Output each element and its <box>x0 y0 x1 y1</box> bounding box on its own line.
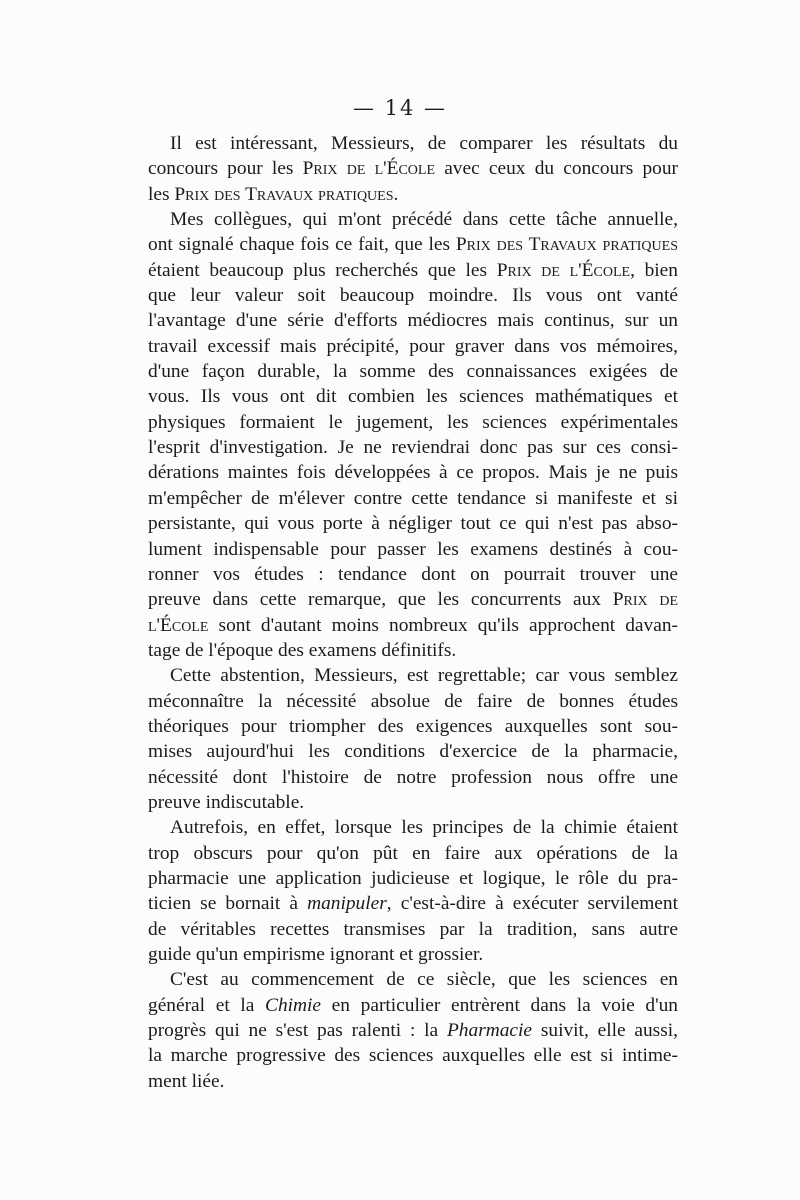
text-run: preuve indiscutable. <box>148 791 305 813</box>
text-run: de véritables recettes transmises par la tradition, sans autre <box>148 918 678 940</box>
text-line <box>148 410 678 435</box>
paragraph <box>148 815 678 967</box>
small-caps-text: Prix des Travaux pratiques <box>174 183 394 205</box>
text-run: physiques formaient le jugement, les sciences expérimentales <box>148 411 678 433</box>
text-run: preuve dans cette remarque, que les concurrents aux <box>148 589 613 611</box>
text-line <box>148 587 678 612</box>
text-line <box>148 486 678 511</box>
text-run: , c'est-à-dire à exécuter servilement <box>386 893 678 915</box>
text-run: concours pour les <box>148 158 303 180</box>
paragraph <box>148 967 678 1094</box>
text-line <box>148 182 678 207</box>
paragraph <box>148 207 678 663</box>
text-line <box>148 866 678 891</box>
body-text <box>148 131 678 1094</box>
text-line <box>148 638 678 663</box>
text-run: progrès qui ne s'est pas ralenti : la <box>148 1020 447 1042</box>
text-run: travail excessif mais précipité, pour graver dans vos mémoires, <box>148 335 678 357</box>
italic-text: manipuler <box>307 893 387 915</box>
text-run: théoriques pour triompher des exigences auxquelles sont sou- <box>148 715 678 737</box>
text-run: d'une façon durable, la somme des connaissances exigées de <box>148 361 678 383</box>
text-line <box>148 967 678 992</box>
text-line <box>148 1043 678 1068</box>
text-run: tage de l'époque des examens définitifs. <box>148 639 457 661</box>
text-run: persistante, qui vous porte à négliger tout ce qui n'est pas abso- <box>148 513 678 535</box>
text-run: la marche progressive des sciences auxquelles elle est si intime- <box>148 1045 678 1067</box>
text-line <box>148 283 678 308</box>
text-run: vous. Ils vous ont dit combien les sciences mathématiques et <box>148 386 678 408</box>
text-run: pharmacie une application judicieuse et logique, le rôle du pra- <box>148 867 678 889</box>
text-line <box>148 1069 678 1094</box>
text-line <box>148 460 678 485</box>
paragraph <box>148 663 678 815</box>
text-line <box>148 993 678 1018</box>
text-run: Cette abstention, Messieurs, est regrettable; car vous semblez <box>170 665 678 687</box>
text-line <box>148 359 678 384</box>
text-line <box>148 537 678 562</box>
text-run: sont d'autant moins nombreux qu'ils approchent davan- <box>208 614 678 636</box>
text-run: dérations maintes fois développées à ce propos. Mais je ne puis <box>148 462 678 484</box>
text-line <box>148 308 678 333</box>
text-run: l'avantage d'une série d'efforts médiocres mais continus, sur un <box>148 310 678 332</box>
small-caps-text: Prix des Travaux pratiques <box>455 234 678 256</box>
text-line <box>148 942 678 967</box>
text-run: suivit, elle aussi, <box>532 1020 678 1042</box>
text-run: en particulier entrèrent dans la voie d'un <box>321 994 678 1016</box>
text-run: avec ceux du concours pour <box>435 158 678 180</box>
text-line <box>148 334 678 359</box>
text-run: . <box>393 183 399 205</box>
text-run: général et la <box>148 994 266 1016</box>
text-run: guide qu'un empirisme ignorant et grossier. <box>148 944 484 965</box>
text-line <box>148 841 678 866</box>
text-run: ronner vos études : tendance dont on pourrait trouver une <box>148 563 678 585</box>
text-line <box>148 207 678 232</box>
text-run: l'esprit d'investigation. Je ne reviendrai donc pas sur ces consi- <box>148 437 678 459</box>
text-line <box>148 258 678 283</box>
text-line <box>148 739 678 764</box>
text-line <box>148 562 678 587</box>
text-line <box>148 790 678 815</box>
text-run: ment liée. <box>148 1070 225 1092</box>
text-run: que leur valeur soit beaucoup moindre. Ils vous ont vanté <box>148 285 678 307</box>
small-caps-text: Prix de l'École <box>302 158 436 180</box>
text-line <box>148 613 678 638</box>
text-run: mises aujourd'hui les conditions d'exercice de la pharmacie, <box>148 741 678 763</box>
text-line <box>148 156 678 181</box>
text-run: Il est intéressant, Messieurs, de comparer les résultats du <box>170 133 678 154</box>
text-run: m'empêcher de m'élever contre cette tendance si manifeste et si <box>148 487 678 509</box>
small-caps-text: Prix de l'École <box>496 259 631 281</box>
text-line <box>148 663 678 688</box>
text-line <box>148 131 678 156</box>
italic-text: Chimie <box>265 994 322 1016</box>
text-run: ont signalé chaque fois ce fait, que les <box>148 234 456 256</box>
text-run: Mes collègues, qui m'ont précédé dans cette tâche annuelle, <box>170 209 678 231</box>
text-run: , bien <box>630 259 678 281</box>
text-line <box>148 891 678 916</box>
text-run: nécessité dont l'histoire de notre profession nous offre une <box>148 766 678 788</box>
page-number: — 14 — <box>352 96 448 120</box>
text-line <box>148 1018 678 1043</box>
text-run: lument indispensable pour passer les examens destinés à cou- <box>148 538 678 560</box>
small-caps-text: l'École <box>148 614 209 636</box>
paragraph <box>148 131 678 207</box>
text-run: ticien se bornait à <box>148 893 308 915</box>
text-run: Autrefois, en effet, lorsque les principes de la chimie étaient <box>170 817 678 839</box>
text-line <box>148 917 678 942</box>
text-line <box>148 714 678 739</box>
text-line <box>148 435 678 460</box>
text-run: trop obscurs pour qu'on pût en faire aux opérations de la <box>148 842 678 864</box>
text-run: C'est au commencement de ce siècle, que les sciences en <box>170 969 678 991</box>
text-line <box>148 765 678 790</box>
text-line <box>148 384 678 409</box>
text-line <box>148 232 678 257</box>
text-line <box>148 815 678 840</box>
text-line <box>148 689 678 714</box>
text-run: méconnaître la nécessité absolue de faire de bonnes études <box>148 690 678 712</box>
text-line <box>148 511 678 536</box>
text-run: les <box>148 183 175 205</box>
text-run: étaient beaucoup plus recherchés que les <box>148 259 497 281</box>
italic-text: Pharmacie <box>446 1020 533 1042</box>
small-caps-text: Prix de <box>612 589 678 611</box>
